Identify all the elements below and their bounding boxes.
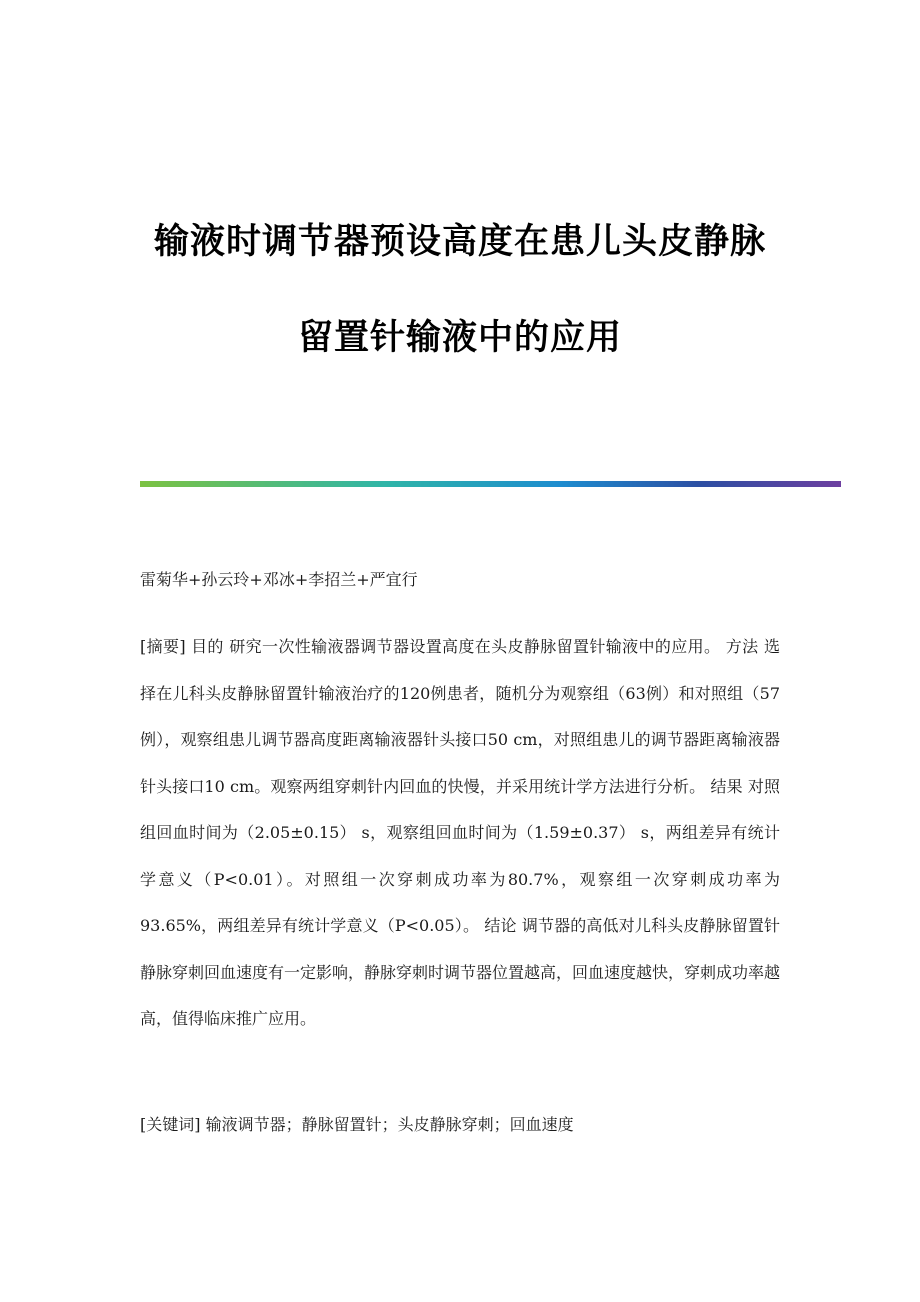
authors: 雷菊华+孙云玲+邓冰+李招兰+严宜行 (140, 570, 418, 589)
gradient-divider (140, 481, 841, 487)
abstract-text: 目的 研究一次性输液器调节器设置高度在头皮静脉留置针输液中的应用。 方法 选择在儿科头皮静脉留置针输液治疗的120例患者，随机分为观察组（63例）和对照组（57例），观察组患儿调节器高度距离输液器针头接口50 cm，对照组患儿的调节器距离输液器针头接口10 cm。观察两组穿刺针内回血的快慢，并采用统计学方法进行分析。 结果 对照组回血时间为（2.05±0.15） s，观察组回血时间为（1.59±0.37） s，两组差异有统计学意义（P<0.01）。对照组一次穿刺成功率为80.7%，观察组一次穿刺成功率为93.65%，两组差异有统计学意义（P<0.05）。 结论 调节器的高低对儿科头皮静脉留置针静脉穿刺回血速度有一定影响，静脉穿刺时调节器位置越高，回血速度越快，穿刺成功率越高，值得临床推广应用。 (140, 637, 781, 1028)
title-line-2: 留置针输液中的应用 (297, 318, 622, 358)
title-line-1: 输液时调节器预设高度在患儿头皮静脉 (153, 222, 766, 262)
keywords-label: [关键词] (140, 1115, 201, 1134)
abstract (140, 624, 780, 1043)
abstract-label: [摘要] (140, 637, 186, 656)
keywords-text: 输液调节器；静脉留置针；头皮静脉穿刺；回血速度 (205, 1115, 574, 1134)
keywords (140, 1113, 780, 1137)
